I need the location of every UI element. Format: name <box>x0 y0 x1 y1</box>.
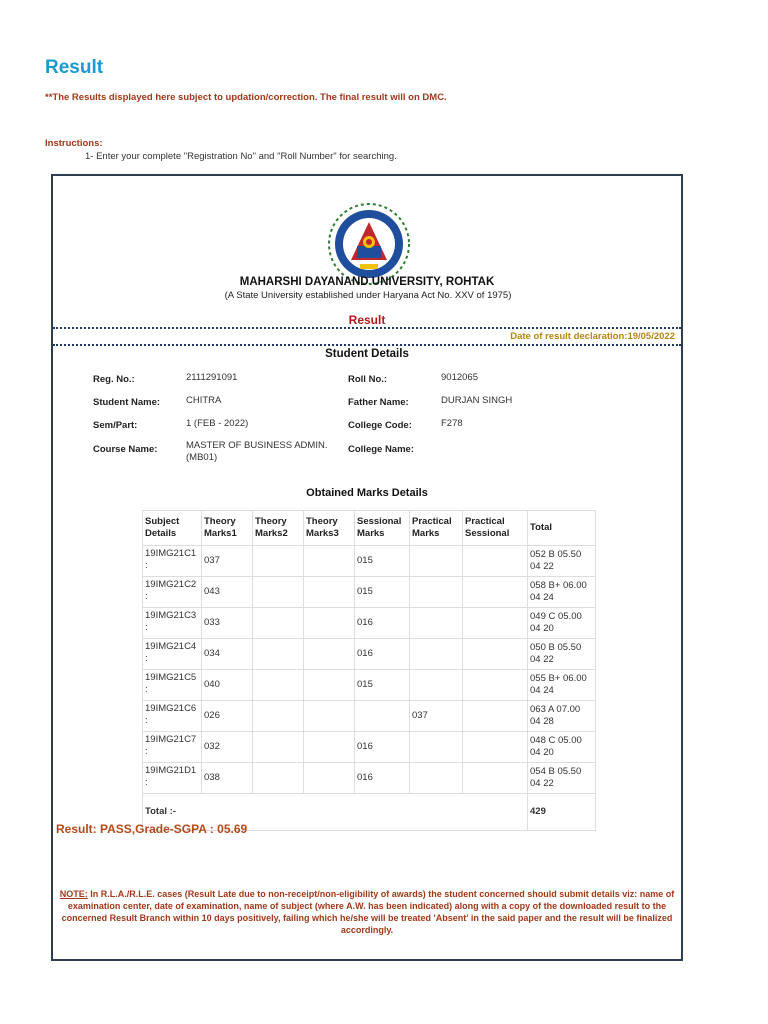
table-row <box>143 763 596 794</box>
result-card <box>51 174 683 961</box>
sem-label: Sem/Part: <box>93 420 138 431</box>
col-theory3: Theory Marks3 <box>304 511 355 546</box>
table-row <box>143 639 596 670</box>
practical-sessional-cell <box>463 608 528 639</box>
roll-value: 9012065 <box>441 372 478 383</box>
total-cell: 055 B+ 06.00 04 24 <box>528 670 596 701</box>
table-row <box>143 732 596 763</box>
theory2-cell <box>253 577 304 608</box>
course-name-label: Course Name: <box>93 444 158 455</box>
declaration-date: Date of result declaration:19/05/2022 <box>510 331 675 342</box>
theory1-cell: 033 <box>202 608 253 639</box>
university-name: MAHARSHI DAYANAND UNIVERSITY, ROHTAK <box>239 276 495 288</box>
note-label: NOTE: <box>59 889 88 899</box>
total-cell: 050 B 05.50 04 22 <box>528 639 596 670</box>
table-row <box>143 546 596 577</box>
theory3-cell <box>304 732 355 763</box>
table-row <box>143 608 596 639</box>
marks-table <box>142 510 596 831</box>
theory2-cell <box>253 546 304 577</box>
sessional-cell: 016 <box>355 763 410 794</box>
sessional-cell <box>355 701 410 732</box>
subject-cell: 19IMG21C3 : <box>143 608 202 639</box>
practical-cell <box>410 546 463 577</box>
practical-cell <box>410 608 463 639</box>
college-code-label: College Code: <box>348 420 412 431</box>
reg-label: Reg. No.: <box>93 374 135 385</box>
theory1-cell: 038 <box>202 763 253 794</box>
total-value: 429 <box>528 794 596 831</box>
subject-cell: 19IMG21C2 : <box>143 577 202 608</box>
theory2-cell <box>253 670 304 701</box>
subject-cell: 19IMG21C5 : <box>143 670 202 701</box>
practical-cell <box>410 732 463 763</box>
sessional-cell: 016 <box>355 732 410 763</box>
instructions-heading: Instructions: <box>45 138 103 149</box>
practical-sessional-cell <box>463 670 528 701</box>
college-name-label: College Name: <box>348 444 414 455</box>
instruction-item: 1- Enter your complete "Registration No" and "Roll Number" for searching. <box>85 151 397 162</box>
total-cell: 063 A 07.00 04 28 <box>528 701 596 732</box>
subject-cell: 19IMG21C1 : <box>143 546 202 577</box>
student-name-value: CHITRA <box>186 395 222 406</box>
theory2-cell <box>253 608 304 639</box>
divider <box>53 327 681 329</box>
practical-cell <box>410 639 463 670</box>
sessional-cell: 015 <box>355 577 410 608</box>
practical-sessional-cell <box>463 732 528 763</box>
theory2-cell <box>253 763 304 794</box>
total-cell: 048 C 05.00 04 20 <box>528 732 596 763</box>
theory2-cell <box>253 701 304 732</box>
note-block <box>53 888 681 936</box>
theory1-cell: 040 <box>202 670 253 701</box>
col-theory1: Theory Marks1 <box>202 511 253 546</box>
practical-cell <box>410 670 463 701</box>
theory1-cell: 026 <box>202 701 253 732</box>
result-heading: Result <box>348 313 386 327</box>
practical-sessional-cell <box>463 701 528 732</box>
roll-label: Roll No.: <box>348 374 388 385</box>
col-practical-sessional: Practical Sessional <box>463 511 528 546</box>
page-title: Result <box>45 57 104 78</box>
marks-heading: Obtained Marks Details <box>306 487 428 499</box>
col-practical: Practical Marks <box>410 511 463 546</box>
table-row <box>143 577 596 608</box>
subject-cell: 19IMG21D1 : <box>143 763 202 794</box>
subject-cell: 19IMG21C7 : <box>143 732 202 763</box>
practical-cell: 037 <box>410 701 463 732</box>
divider <box>53 344 681 346</box>
practical-sessional-cell <box>463 577 528 608</box>
col-subject: Subject Details <box>143 511 202 546</box>
practical-sessional-cell <box>463 546 528 577</box>
theory1-cell: 037 <box>202 546 253 577</box>
student-name-label: Student Name: <box>93 397 161 408</box>
sessional-cell: 016 <box>355 639 410 670</box>
table-header-row <box>143 511 596 546</box>
result-summary: Result: PASS,Grade-SGPA : 05.69 <box>56 822 248 836</box>
practical-cell <box>410 763 463 794</box>
theory3-cell <box>304 639 355 670</box>
theory3-cell <box>304 546 355 577</box>
total-label: Total :- <box>143 794 528 831</box>
subject-cell: 19IMG21C4 : <box>143 639 202 670</box>
col-sessional: Sessional Marks <box>355 511 410 546</box>
practical-cell <box>410 577 463 608</box>
sessional-cell: 015 <box>355 670 410 701</box>
theory3-cell <box>304 763 355 794</box>
total-cell: 052 B 05.50 04 22 <box>528 546 596 577</box>
father-name-label: Father Name: <box>348 397 409 408</box>
theory1-cell: 032 <box>202 732 253 763</box>
theory3-cell <box>304 670 355 701</box>
student-details-heading: Student Details <box>325 348 409 360</box>
course-name-value: MASTER OF BUSINESS ADMIN. (MB01) <box>186 440 328 463</box>
theory1-cell: 043 <box>202 577 253 608</box>
subject-cell: 19IMG21C6 : <box>143 701 202 732</box>
table-row <box>143 701 596 732</box>
college-code-value: F278 <box>441 418 463 429</box>
theory3-cell <box>304 701 355 732</box>
table-row <box>143 670 596 701</box>
total-cell: 054 B 05.50 04 22 <box>528 763 596 794</box>
university-subtitle: (A State University established under Haryana Act No. XXV of 1975) <box>224 290 512 301</box>
total-cell: 049 C 05.00 04 20 <box>528 608 596 639</box>
col-theory2: Theory Marks2 <box>253 511 304 546</box>
total-cell: 058 B+ 06.00 04 24 <box>528 577 596 608</box>
theory3-cell <box>304 577 355 608</box>
notice-text: **The Results displayed here subject to updation/correction. The final result will on DMC. <box>45 92 447 103</box>
practical-sessional-cell <box>463 639 528 670</box>
theory2-cell <box>253 639 304 670</box>
sem-value: 1 (FEB - 2022) <box>186 418 249 429</box>
sessional-cell: 016 <box>355 608 410 639</box>
sessional-cell: 015 <box>355 546 410 577</box>
practical-sessional-cell <box>463 763 528 794</box>
col-total: Total <box>528 511 596 546</box>
theory3-cell <box>304 608 355 639</box>
note-text: In R.L.A./R.L.E. cases (Result Late due to non-receipt/non-eligibility of awards) the student concerned should submit details viz: name of examination center, date of examination, name of subject (where A.W. has been indicated) along with a copy of the downloaded result to the concerned Result Branch within 10 days positively, failing which he/she will be treated 'Absent' in the said paper and the result will be finalized accordingly. <box>61 889 675 935</box>
father-name-value: DURJAN SINGH <box>441 395 513 406</box>
reg-value: 2111291091 <box>186 372 238 383</box>
theory2-cell <box>253 732 304 763</box>
theory1-cell: 034 <box>202 639 253 670</box>
university-emblem-icon <box>327 202 411 286</box>
